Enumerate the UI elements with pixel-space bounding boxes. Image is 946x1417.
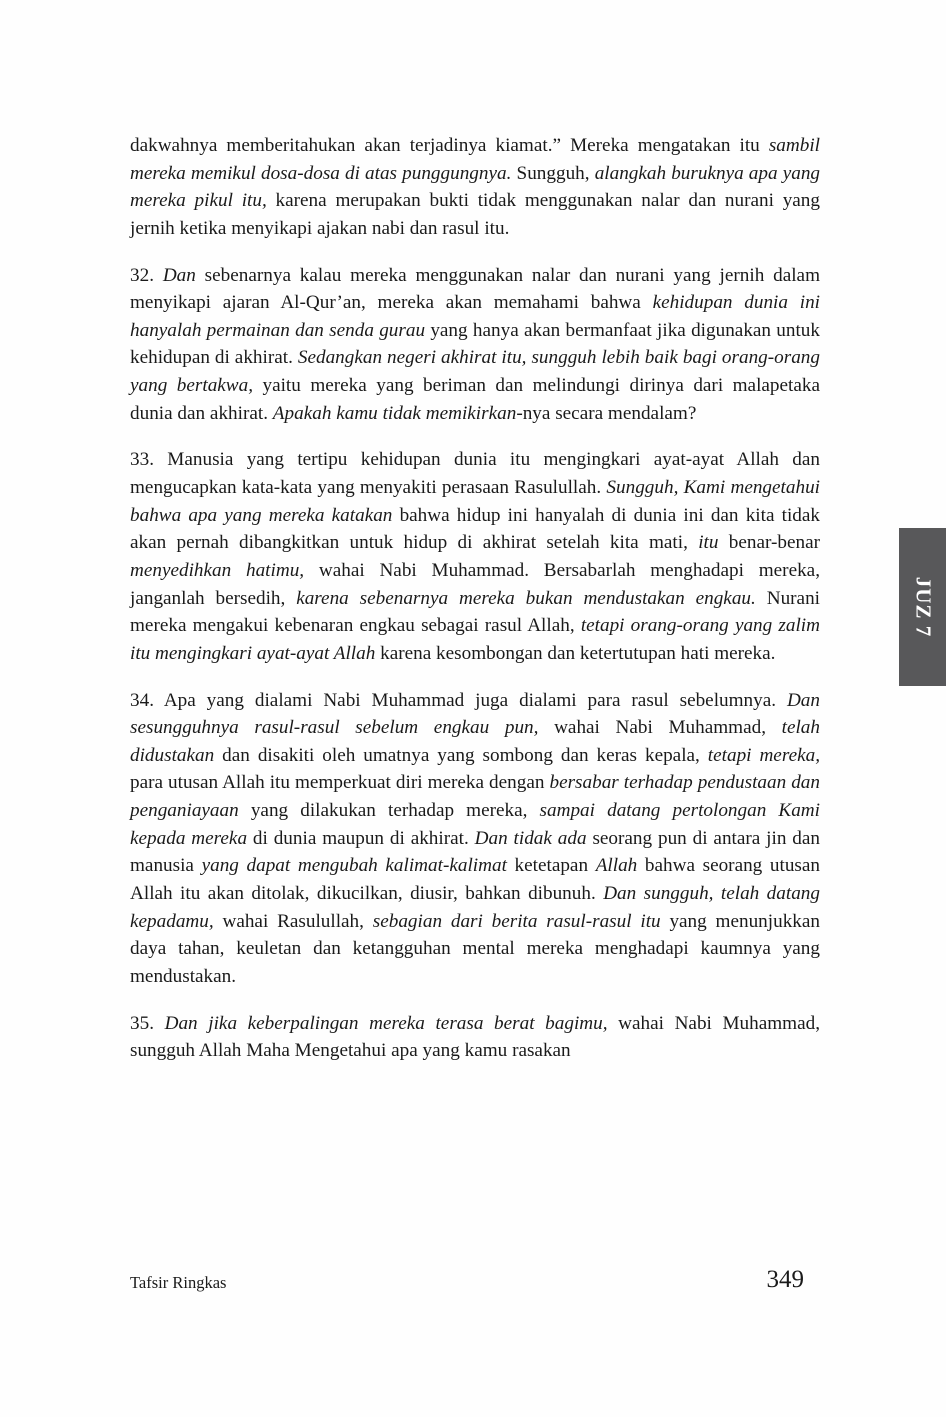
- tafsir-text-run: wahai Nabi Muhammad, sungguh Allah Maha Mengetahui apa yang kamu rasakan: [130, 1012, 821, 1062]
- tafsir-text-run: Sungguh,: [511, 162, 595, 184]
- paragraph-verse-34: [130, 687, 820, 991]
- paragraph-verse-33: [130, 446, 820, 667]
- juz-side-tab: [899, 528, 946, 686]
- quran-translation-run: sebagian dari berita rasul-rasul itu: [372, 910, 661, 932]
- tafsir-text-run: wahai Nabi Muhammad. Bersabarlah menghadapi mereka, janganlah bersedih,: [130, 559, 820, 609]
- tafsir-text-run: 34. Apa yang dialami Nabi Muhammad juga dialami para rasul sebelumnya.: [130, 689, 787, 711]
- page-number: 349: [766, 1266, 804, 1293]
- quran-translation-run: tetapi mereka,: [707, 744, 821, 766]
- tafsir-text-run: yang hanya akan bermanfaat jika digunakan untuk kehidupan di akhirat.: [130, 319, 820, 369]
- quran-translation-run: alangkah buruknya apa yang mereka pikul itu,: [130, 162, 821, 212]
- quran-translation-run: tetapi orang-orang yang zalim itu mengingkari ayat-ayat Allah: [130, 615, 820, 664]
- juz-side-tab-label: JUZ 7: [911, 576, 935, 638]
- quran-translation-run: Dan sesungguhnya rasul-rasul sebelum engkau pun,: [130, 689, 820, 739]
- tafsir-text-run: -nya secara mendalam?: [516, 402, 697, 424]
- tafsir-text-run: 33. Manusia yang tertipu kehidupan dunia itu mengingkari ayat-ayat Allah dan mengucapkan kata-kata yang menyakiti perasaan Rasulullah.: [130, 449, 820, 499]
- quran-translation-run: Dan: [162, 264, 196, 286]
- quran-translation-run: yang dapat mengubah kalimat-kalimat: [201, 855, 507, 877]
- tafsir-text-run: Nurani mereka mengakui kebenaran engkau sebagai rasul Allah,: [130, 587, 820, 637]
- tafsir-text-run: 35.: [130, 1012, 165, 1034]
- tafsir-text-run: karena merupakan bukti tidak menggunakan nalar dan nurani yang jernih ketika menyikapi ajakan nabi dan rasul itu.: [130, 190, 820, 239]
- quran-translation-run: Dan tidak ada: [474, 827, 587, 849]
- tafsir-text-run: dan disakiti oleh umatnya yang sombong dan keras kepala,: [214, 744, 708, 766]
- quran-translation-run: kehidupan dunia ini hanyalah permainan dan senda gurau: [130, 292, 820, 341]
- paragraph-verse-35: [130, 1010, 820, 1065]
- tafsir-text-run: benar-benar: [718, 532, 820, 554]
- tafsir-text-run: bahwa hidup ini hanyalah di dunia ini dan kita tidak akan pernah dibangkitkan untuk hidup di akhirat setelah kita mati,: [130, 504, 820, 554]
- quran-translation-run: Allah: [595, 855, 638, 877]
- quran-translation-run: sambil mereka memikul dosa-dosa di atas punggungnya.: [130, 135, 820, 184]
- quran-translation-run: itu: [698, 532, 719, 554]
- quran-translation-run: Sungguh, Kami mengetahui bahwa apa yang mereka katakan: [130, 477, 820, 526]
- paragraph-continuation: [130, 132, 820, 243]
- quran-translation-run: Dan jika keberpalingan mereka terasa berat bagimu,: [164, 1012, 608, 1034]
- tafsir-text-run: yang dilakukan terhadap mereka,: [238, 800, 540, 822]
- tafsir-text-run: seorang pun di antara jin dan manusia: [130, 827, 820, 877]
- paragraph-verse-32: [130, 262, 820, 428]
- tafsir-text-run: karena kesombongan dan ketertutupan hati mereka.: [375, 642, 776, 664]
- tafsir-text-run: yaitu mereka yang beriman dan melindungi dirinya dari malapetaka dunia dan akhirat.: [130, 375, 820, 424]
- tafsir-text-run: yang menunjukkan daya tahan, keuletan dan ketangguhan mental mereka menghadapi kaumnya yang mendustakan.: [130, 910, 820, 987]
- tafsir-text-run: para utusan Allah itu memperkuat diri mereka dengan: [130, 772, 550, 794]
- tafsir-text-run: sebenarnya kalau mereka menggunakan nalar dan nurani yang jernih dalam menyikapi ajaran Al-Qur’an, mereka akan memahami bahwa: [130, 264, 820, 314]
- quran-translation-run: Dan sungguh, telah datang kepadamu,: [130, 883, 820, 932]
- tafsir-text-run: ketetapan: [506, 855, 596, 877]
- quran-translation-run: karena sebenarnya mereka bukan mendustakan engkau.: [296, 587, 756, 609]
- tafsir-text-run: 32.: [130, 264, 163, 286]
- tafsir-text-run: di dunia maupun di akhirat.: [247, 827, 475, 849]
- tafsir-text-run: dakwahnya memberitahukan akan terjadinya kiamat.” Mereka mengatakan itu: [130, 135, 769, 156]
- page-footer: [130, 1266, 820, 1303]
- tafsir-text-run: wahai Nabi Muhammad,: [538, 717, 782, 739]
- quran-translation-run: telah didustakan: [130, 717, 820, 766]
- page-body-text: [130, 132, 820, 1065]
- quran-translation-run: Sedangkan negeri akhirat itu, sungguh lebih baik bagi orang-orang yang bertakwa,: [130, 347, 820, 397]
- quran-translation-run: bersabar terhadap pendustaan dan penganiayaan: [130, 772, 820, 822]
- tafsir-text-run: bahwa seorang utusan Allah itu akan ditolak, dikucilkan, diusir, bahkan dibunuh.: [130, 855, 820, 905]
- quran-translation-run: sampai datang pertolongan Kami kepada mereka: [130, 800, 820, 849]
- quran-translation-run: Apakah kamu tidak memikirkan: [272, 402, 517, 424]
- footer-book-title: Tafsir Ringkas: [130, 1273, 227, 1292]
- tafsir-text-run: wahai Rasulullah,: [213, 910, 373, 932]
- quran-translation-run: menyedihkan hatimu,: [130, 559, 305, 581]
